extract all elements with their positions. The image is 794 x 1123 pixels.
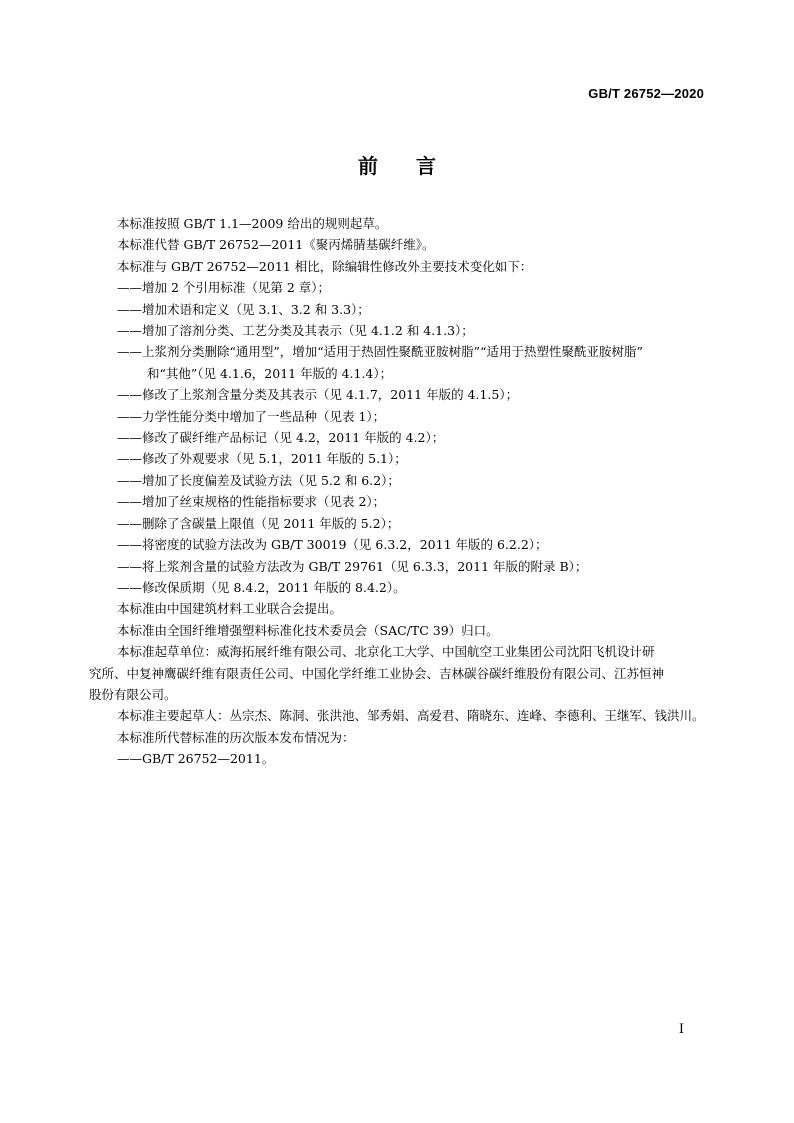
paragraph-drafting-rule: 本标准按照 GB/T 1.1—2009 给出的规则起草。 — [117, 216, 388, 231]
change-item: ——删除了含碳量上限值（见 2011 年版的 5.2）； — [117, 515, 400, 531]
change-item-continuation: 和“其他”（见 4.1.6，2011 年版的 4.1.4）； — [147, 365, 393, 381]
paragraph-proposer: 本标准由中国建筑材料工业联合会提出。 — [117, 601, 343, 617]
paragraph-committee: 本标准由全国纤维增强塑料标准化技术委员会（SAC/TC 39）归口。 — [117, 622, 499, 638]
change-item: ——增加 2 个引用标准（见第 2 章）； — [117, 280, 331, 296]
page-title: 前言 — [358, 154, 474, 178]
paragraph-replaces: 本标准代替 GB/T 26752—2011《聚丙烯腈基碳纤维》。 — [117, 237, 435, 253]
change-item: ——增加了长度偏差及试验方法（见 5.2 和 6.2）； — [117, 472, 400, 488]
standard-code: GB/T 26752—2020 — [588, 86, 704, 101]
page-number: I — [678, 1022, 684, 1037]
paragraph-drafting-units: 本标准起草单位：威海拓展纤维有限公司、北京化工大学、中国航空工业集团公司沈阳飞机设计研 — [117, 644, 655, 660]
paragraph-drafting-units-continuation: 究所、中复神鹰碳纤维有限责任公司、中国化学纤维工业协会、吉林碳谷碳纤维股份有限公司、江苏恒神 — [89, 665, 665, 681]
paragraph-drafting-units-continuation: 股份有限公司。 — [89, 686, 177, 702]
change-item: ——增加术语和定义（见 3.1、3.2 和 3.3）； — [117, 301, 370, 317]
change-item: ——修改保质期（见 8.4.2，2011 年版的 8.4.2）。 — [117, 579, 406, 595]
change-item: ——将密度的试验方法改为 GB/T 30019（见 6.3.2，2011 年版的 6.2.2）； — [117, 537, 548, 553]
change-item: ——将上浆剂含量的试验方法改为 GB/T 29761（见 6.3.3，2011 年版的附录 B）； — [117, 558, 588, 574]
change-item: ——力学性能分类中增加了一些品种（见表 1）； — [117, 408, 386, 424]
foreword-body — [89, 213, 707, 770]
change-item: ——修改了外观要求（见 5.1，2011 年版的 5.1）； — [117, 451, 407, 467]
change-item: ——修改了碳纤维产品标记（见 4.2，2011 年版的 4.2）； — [117, 430, 445, 446]
previous-edition-item: ——GB/T 26752—2011。 — [117, 751, 275, 767]
change-item: ——增加了丝束规格的性能指标要求（见表 2）； — [117, 494, 386, 510]
paragraph-previous-editions-intro: 本标准所代替标准的历次版本发布情况为： — [117, 729, 355, 745]
paragraph-drafters: 本标准主要起草人：丛宗杰、陈洞、张洪池、邹秀娟、高爱君、隋晓东、连峰、李德利、王继军、钱洪川。 — [117, 708, 705, 724]
change-item: ——修改了上浆剂含量分类及其表示（见 4.1.7，2011 年版的 4.1.5）； — [117, 387, 519, 403]
paragraph-changes-intro: 本标准与 GB/T 26752—2011 相比，除编辑性修改外主要技术变化如下： — [117, 258, 533, 274]
change-item: ——增加了溶剂分类、工艺分类及其表示（见 4.1.2 和 4.1.3）； — [117, 323, 474, 339]
change-item: ——上浆剂分类删除“通用型”，增加“适用于热固性聚酰亚胺树脂”“适用于热塑性聚酰亚胺树脂” — [117, 344, 643, 360]
